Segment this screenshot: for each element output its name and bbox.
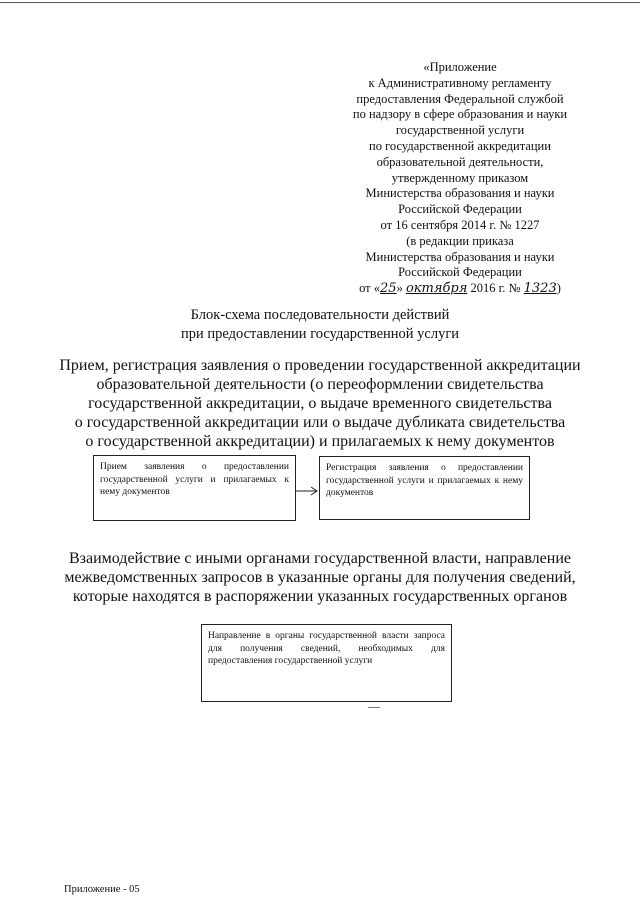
header-line: утвержденному приказом [391, 170, 529, 185]
header-line: государственной услуги [395, 123, 525, 138]
section1-heading-line: образовательной деятельности (о переоформлении свидетельства [96, 376, 544, 393]
header-line: предоставления Федеральной службой [356, 91, 564, 106]
box-interagency-request: Направление в органы государственной власти запроса для получения сведений, необходимых для предоставления государственной услуги [201, 624, 452, 702]
header-line: по государственной аккредитации [369, 138, 551, 153]
header-line: по надзору в сфере образования и науки [352, 107, 568, 122]
section1-heading-line: Прием, регистрация заявления о проведении государственной аккредитации [59, 357, 581, 374]
header-line: от 16 сентября 2014 г. № 1227 [380, 217, 540, 232]
date-suffix: ) [556, 281, 561, 296]
header-line: Министерства образования и науки [365, 186, 555, 201]
section2-heading-line: Взаимодействие с иными органами государственной власти, направление [68, 550, 571, 567]
section2-heading-line: которые находятся в распоряжении указанных государственных органов [72, 588, 568, 605]
page-top-edge [0, 2, 640, 3]
header-line: Министерства образования и науки [365, 249, 555, 264]
date-prefix: от « [359, 281, 381, 296]
header-line: Российской Федерации [398, 265, 522, 280]
header-line: образовательной деятельности, [376, 154, 544, 169]
section1-heading-line: о государственной аккредитации или о выдаче дубликата свидетельства [74, 414, 566, 431]
appendix-header [330, 60, 590, 297]
divider [368, 707, 380, 708]
box-receive-application: Прием заявления о предоставлении государственной услуги и прилагаемых к нему документов [93, 455, 296, 521]
header-line: Российской Федерации [398, 202, 522, 217]
flowchart-title-line-2: при предоставлении государственной услуги [180, 326, 460, 342]
header-line: (в редакции приказа [406, 233, 514, 248]
date-year: 2016 г. № [467, 281, 524, 296]
section2-heading-line: межведомственных запросов в указанные органы для получения сведений, [64, 569, 576, 586]
section1-heading-line: государственной аккредитации, о выдаче временного свидетельства [88, 395, 552, 412]
box-register-application: Регистрация заявления о предоставлении государственной услуги и прилагаемых к нему документов [319, 456, 530, 520]
flowchart-title-line-1: Блок-схема последовательности действий [190, 307, 450, 323]
section1-heading-line: о государственной аккредитации) и прилагаемых к нему документов [85, 433, 555, 450]
handwritten-month: октября [405, 281, 468, 297]
arrow-right-icon [296, 484, 320, 498]
header-line: к Административному регламенту [368, 75, 552, 90]
handwritten-day: 25 [380, 281, 397, 297]
header-line: «Приложение [423, 60, 497, 74]
page-footer: Приложение - 05 [64, 884, 140, 895]
handwritten-number: 1323 [523, 281, 557, 297]
order-date-line [330, 281, 590, 297]
date-mid: » [396, 281, 406, 296]
